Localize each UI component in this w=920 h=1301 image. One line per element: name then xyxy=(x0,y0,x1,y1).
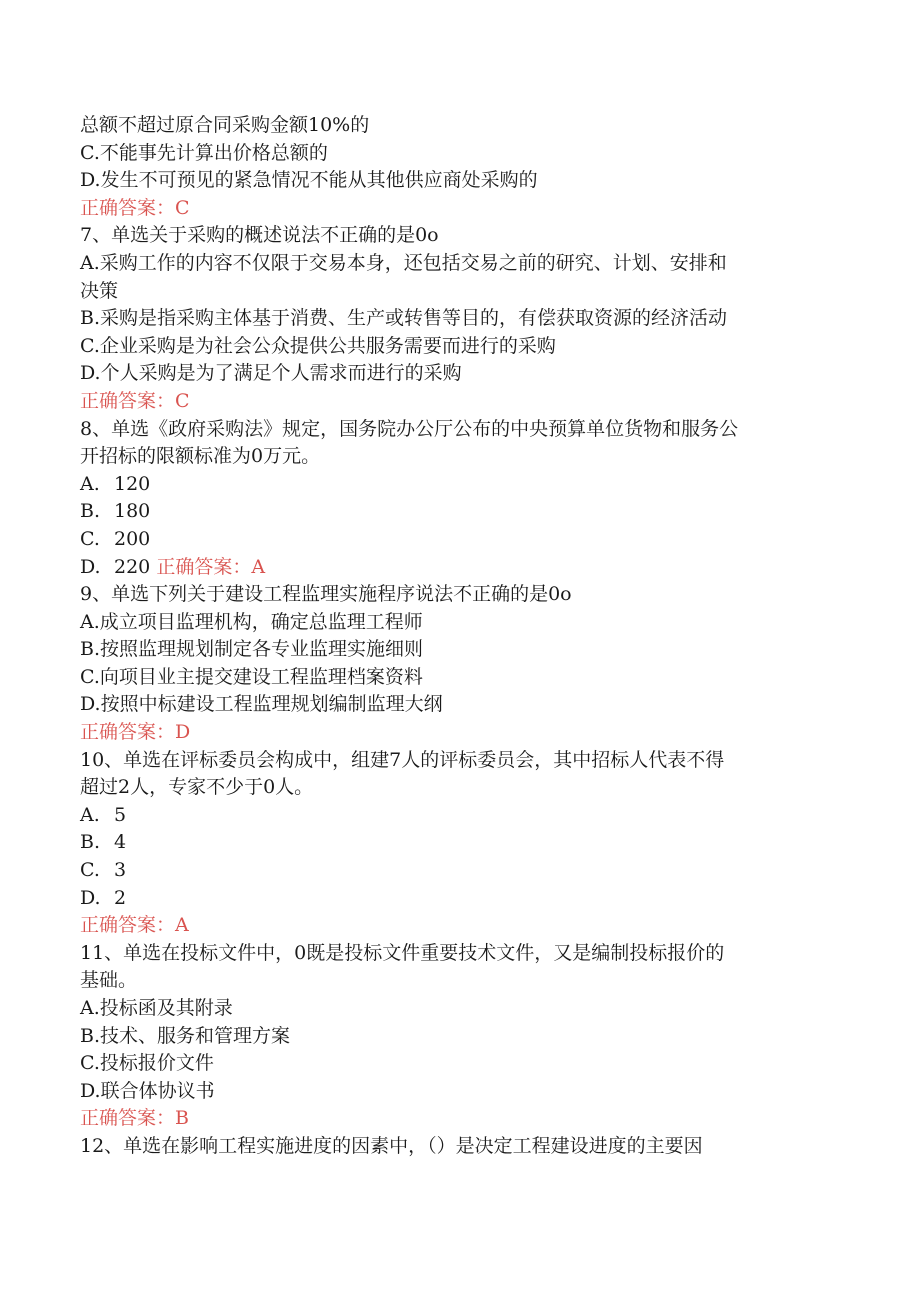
option-value: 3 xyxy=(114,859,127,882)
option-b: B.按照监理规划制定各专业监理实施细则 xyxy=(80,638,424,661)
text-line: 总额不超过原合同采购金额10%的 xyxy=(80,114,370,136)
answer-line: 正确答案：C xyxy=(80,389,190,412)
option-a-continued: 决策 xyxy=(80,279,119,302)
option-label: D. xyxy=(80,555,101,578)
option-b: B.技术、服务和管理方案 xyxy=(80,1024,291,1047)
option-label: C. xyxy=(80,527,100,550)
option-c: C.投标报价文件 xyxy=(80,1052,214,1075)
question-11-continued: 基础。 xyxy=(80,969,138,992)
option-c xyxy=(80,526,840,554)
option-value: 4 xyxy=(114,831,127,854)
option-a: A.投标函及其附录 xyxy=(80,997,233,1019)
option-c: C.企业采购是为社会公众提供公共服务需要而进行的采购 xyxy=(80,334,556,357)
question-12: 12、单选在影响工程实施进度的因素中，（）是决定工程建设进度的主要因 xyxy=(80,1134,703,1157)
question-text-block xyxy=(80,112,840,1161)
option-c: C.向项目业主提交建设工程监理档案资料 xyxy=(80,665,423,688)
option-label: B. xyxy=(80,831,101,854)
option-d: D.按照中标建设工程监理规划编制监理大纲 xyxy=(80,693,443,716)
option-b xyxy=(80,829,840,857)
option-a: A.采购工作的内容不仅限于交易本身，还包括交易之前的研究、计划、安排和 xyxy=(80,251,727,274)
option-value: 120 xyxy=(114,472,151,495)
question-9: 9、单选下列关于建设工程监理实施程序说法不正确的是0o xyxy=(80,583,572,606)
answer-inline: 正确答案：A xyxy=(156,555,266,578)
option-label: A. xyxy=(80,803,100,826)
option-c xyxy=(80,857,840,885)
option-a xyxy=(80,802,840,830)
option-a xyxy=(80,471,840,499)
option-d: D.个人采购是为了满足个人需求而进行的采购 xyxy=(80,362,462,385)
option-d: D.联合体协议书 xyxy=(80,1079,215,1102)
question-8: 8、单选《政府采购法》规定，国务院办公厅公布的中央预算单位货物和服务公 xyxy=(80,417,739,440)
option-c: C.不能事先计算出价格总额的 xyxy=(80,141,328,164)
option-value: 180 xyxy=(114,500,151,523)
option-label: D. xyxy=(80,886,101,909)
question-10-continued: 超过2人，专家不少于0人。 xyxy=(80,776,314,799)
option-value: 5 xyxy=(114,803,127,826)
option-value: 200 xyxy=(114,527,151,550)
option-b xyxy=(80,498,840,526)
option-a: A.成立项目监理机构，确定总监理工程师 xyxy=(80,610,423,633)
answer-line: 正确答案：B xyxy=(80,1107,189,1130)
option-d xyxy=(80,554,840,582)
question-8-continued: 开招标的限额标准为0万元。 xyxy=(80,445,321,468)
answer-line: 正确答案：A xyxy=(80,914,189,937)
question-7: 7、单选关于采购的概述说法不正确的是0o xyxy=(80,224,439,247)
question-10: 10、单选在评标委员会构成中，组建7人的评标委员会，其中招标人代表不得 xyxy=(80,748,725,771)
option-d: D.发生不可预见的紧急情况不能从其他供应商处采购的 xyxy=(80,169,538,192)
answer-line: 正确答案：D xyxy=(80,721,191,744)
option-value: 220 xyxy=(114,555,151,578)
answer-line: 正确答案：C xyxy=(80,196,190,219)
question-11: 11、单选在投标文件中，0既是投标文件重要技术文件，又是编制投标报价的 xyxy=(80,941,725,964)
option-b: B.采购是指采购主体基于消费、生产或转售等目的，有偿获取资源的经济活动 xyxy=(80,307,728,330)
option-label: A. xyxy=(80,472,100,495)
option-d xyxy=(80,885,840,913)
option-label: B. xyxy=(80,500,101,523)
option-value: 2 xyxy=(114,886,127,909)
option-label: C. xyxy=(80,859,100,882)
